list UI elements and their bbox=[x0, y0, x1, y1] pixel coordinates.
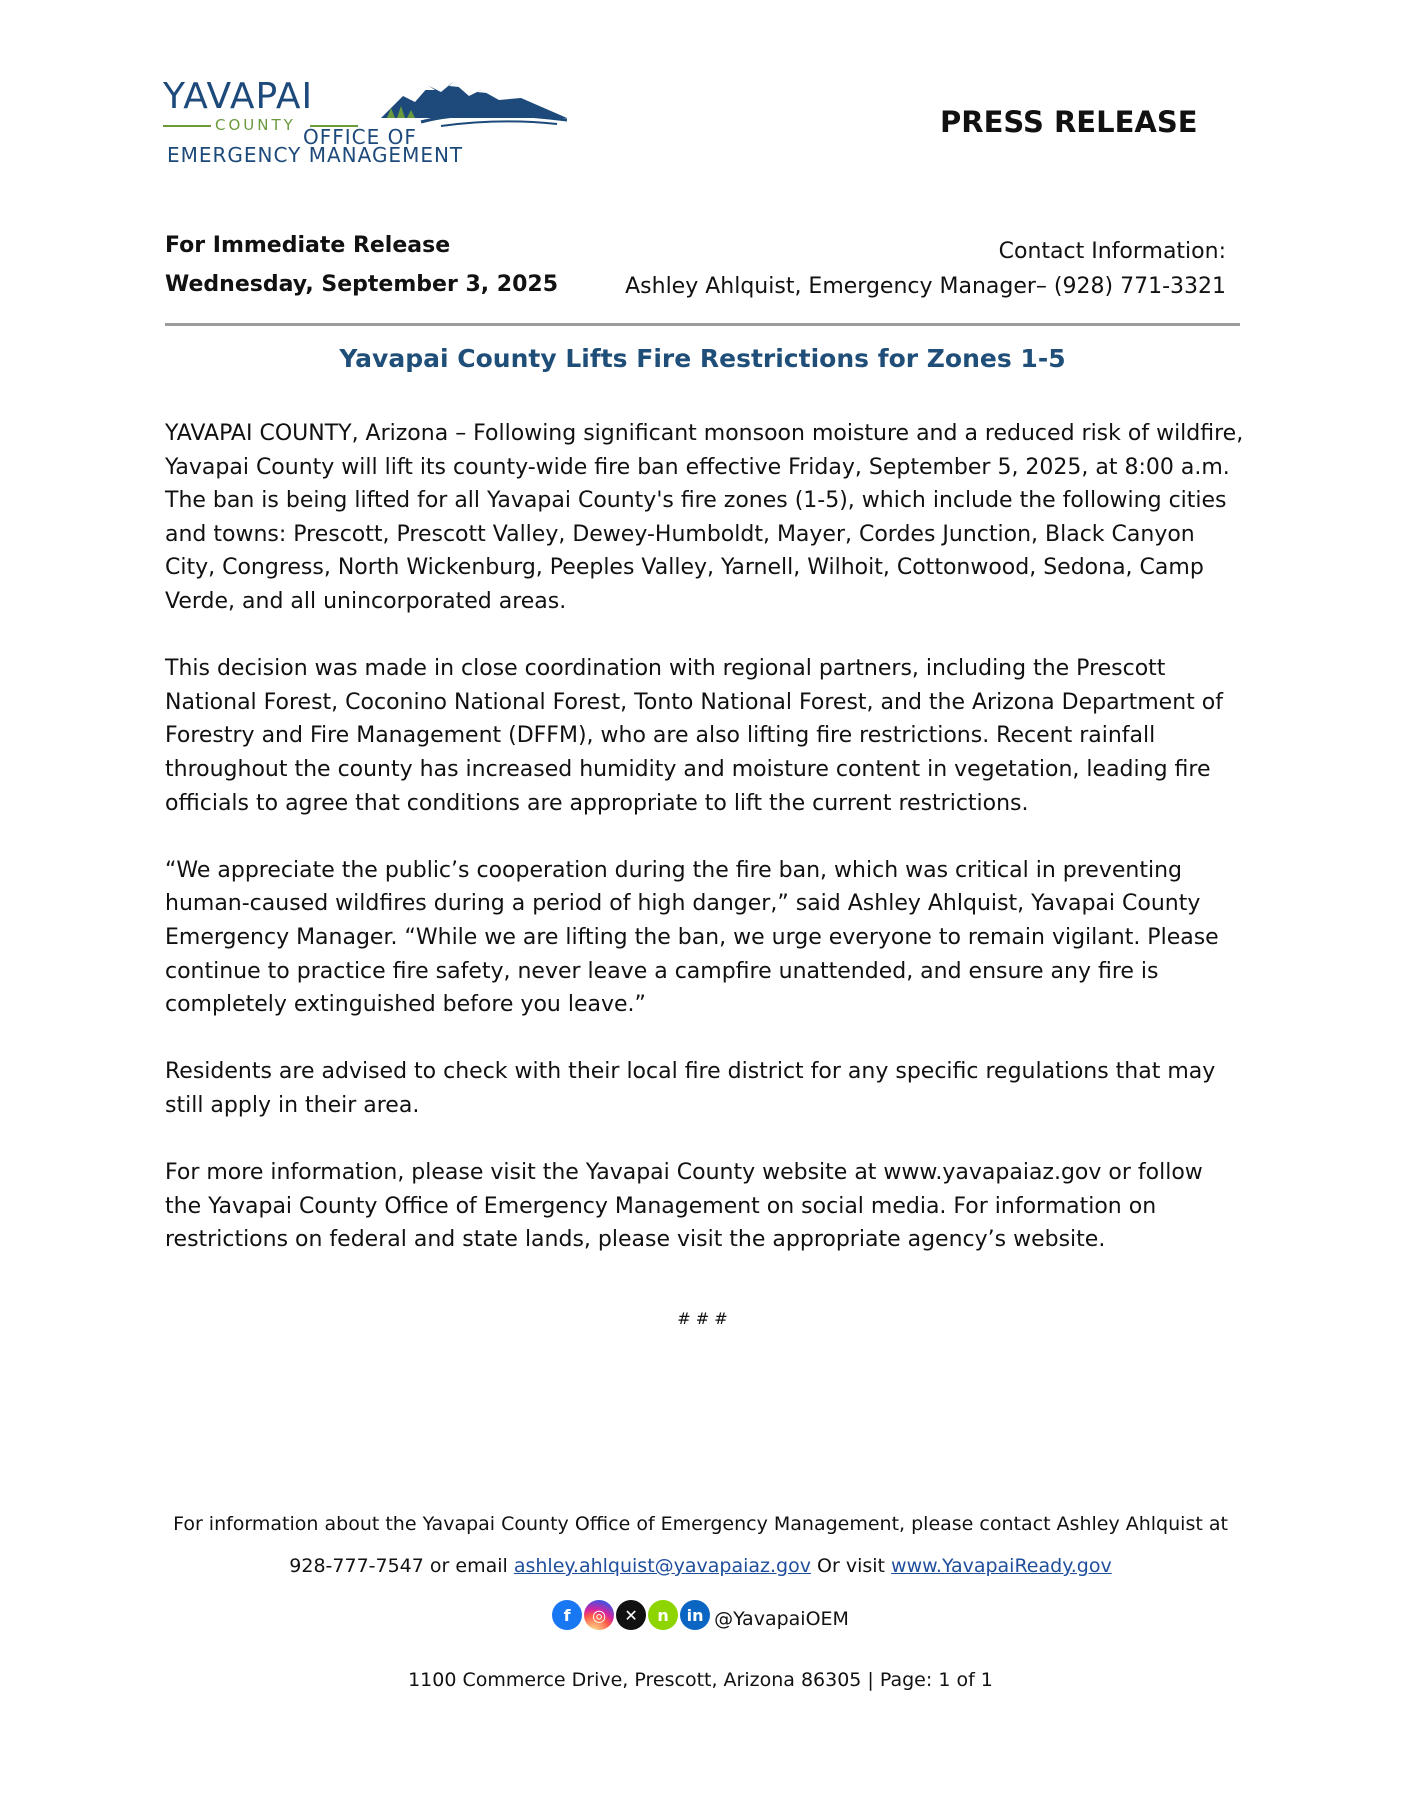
yavapai-oem-logo bbox=[163, 78, 563, 173]
logo-yavapai-text: YAVAPAI bbox=[163, 76, 314, 117]
email-link[interactable]: ashley.ahlquist@yavapaiaz.gov bbox=[513, 1555, 811, 1577]
website-link[interactable]: www.YavapaiReady.gov bbox=[891, 1555, 1112, 1577]
linkedin-icon[interactable]: in bbox=[680, 1600, 710, 1630]
nextdoor-icon[interactable]: n bbox=[648, 1600, 678, 1630]
instagram-icon[interactable]: ◎ bbox=[584, 1600, 614, 1630]
header-divider bbox=[165, 323, 1240, 326]
release-date: Wednesday, September 3, 2025 bbox=[165, 272, 559, 297]
press-release-label: PRESS RELEASE bbox=[940, 105, 1198, 139]
release-info bbox=[165, 226, 558, 304]
x-icon[interactable]: ✕ bbox=[616, 1600, 646, 1630]
body-text bbox=[165, 417, 1245, 1290]
headline: Yavapai County Lifts Fire Restrictions for Zones 1-5 bbox=[339, 344, 1066, 373]
paragraph-2: This decision was made in close coordination with regional partners, including the Prescott National Forest, Coconino National Forest, Tonto National Forest, and the Arizona Department of Forestry and Fire Management (DFFM), who are also lifting fire restrictions. Recent rainfall throughout the county has increased humidity and moisture content in vegetation, leading fire officials to agree that conditions are appropriate to lift the current restrictions. bbox=[165, 656, 1223, 816]
immediate-release: For Immediate Release bbox=[165, 233, 451, 258]
footer-phone: 928-777-7547 or email bbox=[289, 1555, 514, 1577]
facebook-icon[interactable]: f bbox=[552, 1600, 582, 1630]
social-handle: @YavapaiOEM bbox=[714, 1608, 849, 1630]
end-mark: # # # bbox=[677, 1309, 728, 1328]
mountain-icon bbox=[381, 78, 567, 128]
logo-office-text: OFFICE OF bbox=[303, 125, 417, 149]
social-row bbox=[0, 1597, 1401, 1633]
logo-county-text: COUNTY bbox=[215, 116, 296, 134]
footer-visit: Or visit bbox=[811, 1555, 892, 1577]
paragraph-3: “We appreciate the public’s cooperation during the fire ban, which was critical in preventing human-caused wildfires during a period of high danger,” said Ashley Ahlquist, Yavapai County Emergency Manager. “While we are lifting the ban, we urge everyone to remain vigilant. Please continue to practice fire safety, never leave a campfire unattended, and ensure any fire is completely extinguished before you leave.” bbox=[165, 857, 1219, 1018]
paragraph-1: YAVAPAI COUNTY, Arizona – Following significant monsoon moisture and a reduced risk of wildfire, Yavapai County will lift its county-wide fire ban effective Friday, September 5, 2025, at 8:00 a.m. The ban is being lifted for all Yavapai County's fire zones (1-5), which include the following cities and towns: Prescott, Prescott Valley, Dewey-Humboldt, Mayer, Cordes Junction, Black Canyon City, Congress, North Wickenburg, Peeples Valley, Yarnell, Wilhoit, Cottonwood, Sedona, Camp Verde, and all unincorporated areas. bbox=[165, 421, 1244, 614]
footer-contact-line: For information about the Yavapai County Office of Emergency Management, please contact Ashley Ahlquist at bbox=[173, 1513, 1228, 1535]
logo-em-text: EMERGENCY MANAGEMENT bbox=[167, 143, 464, 167]
paragraph-5: For more information, please visit the Yavapai County website at www.yavapaiaz.gov or follow the Yavapai County Office of Emergency Management on social media. For information on restrictions on federal and state lands, please visit the appropriate agency’s website. bbox=[165, 1160, 1203, 1253]
footer-address: 1100 Commerce Drive, Prescott, Arizona 86305 | Page: 1 of 1 bbox=[408, 1669, 993, 1691]
contact-details: Ashley Ahlquist, Emergency Manager– (928) 771-3321 bbox=[625, 274, 1226, 299]
contact-info bbox=[625, 234, 1226, 304]
paragraph-4: Residents are advised to check with their local fire district for any specific regulations that may still apply in their area. bbox=[165, 1059, 1216, 1118]
contact-label: Contact Information: bbox=[998, 239, 1226, 264]
footer-links-line bbox=[0, 1555, 1401, 1577]
